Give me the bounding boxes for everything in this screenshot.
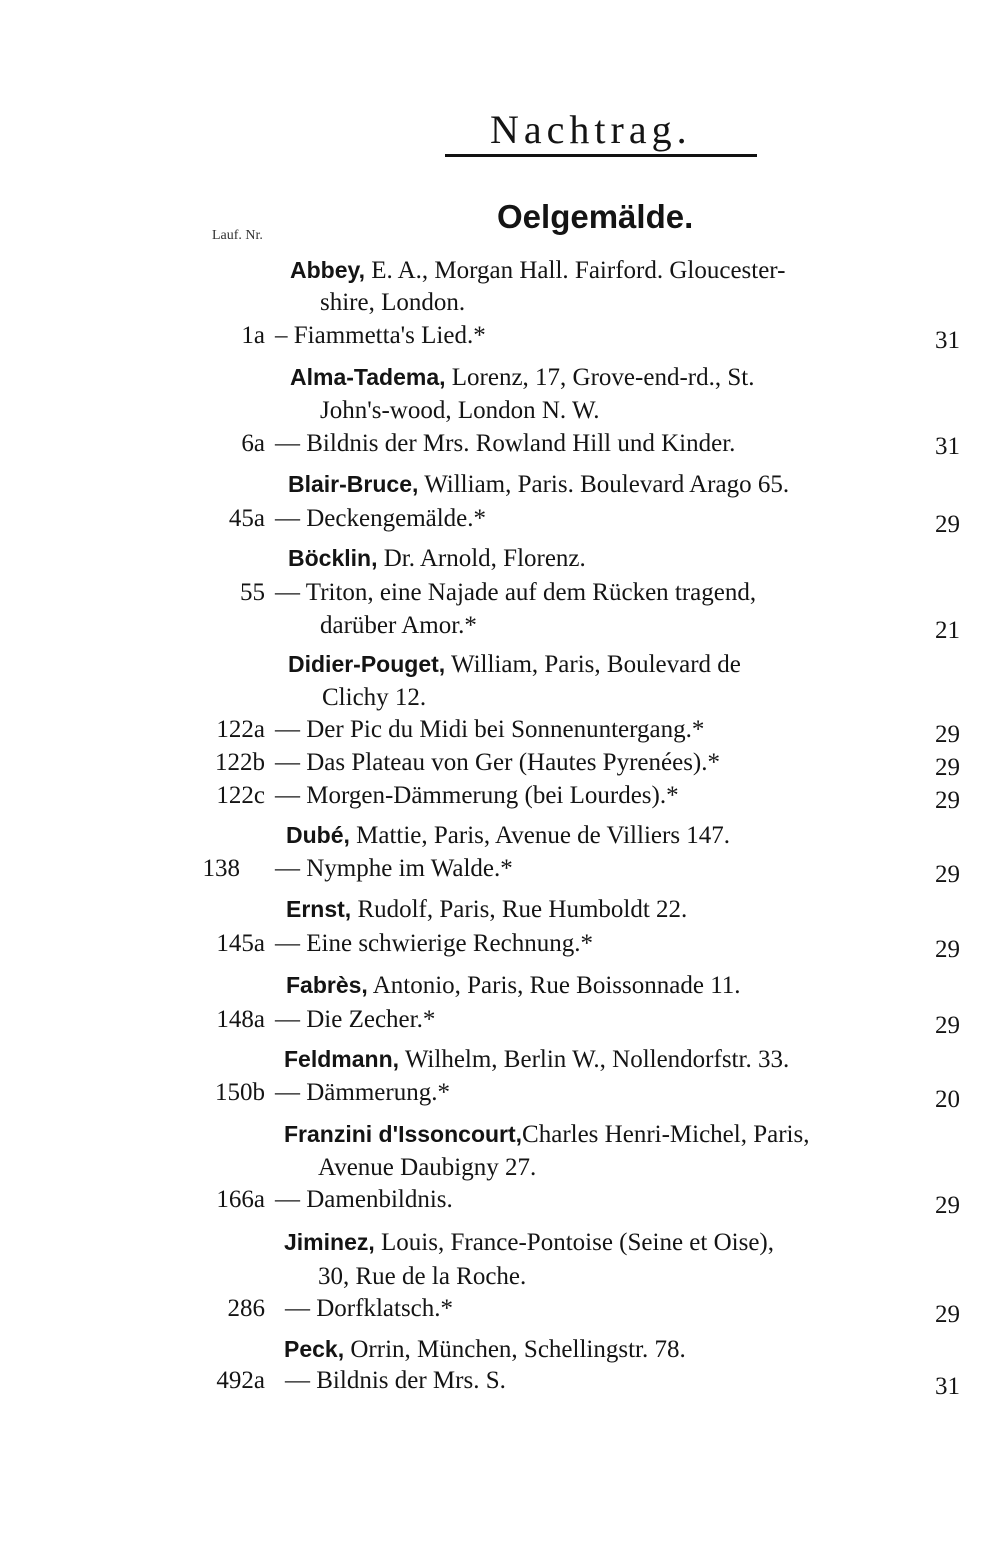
artist-line [290, 258, 785, 283]
artist-name: Feldmann, [284, 1046, 400, 1072]
work-title: — Bildnis der Mrs. S. [285, 1367, 506, 1394]
catalog-number: 122b [215, 749, 265, 776]
artist-name: Jiminez, [284, 1229, 375, 1255]
artist-line [284, 1122, 809, 1147]
artist-name: Franzini d'Issoncourt, [284, 1121, 523, 1147]
work-title: — Bildnis der Mrs. Rowland Hill und Kinder. [275, 430, 736, 457]
work-title: — Eine schwierige Rechnung.* [275, 930, 593, 957]
catalog-number: 492a [216, 1367, 265, 1394]
artist-address: Charles Henri-Michel, Paris, [522, 1121, 810, 1148]
artist-line [288, 546, 586, 571]
work-title: — Dorfklatsch.* [285, 1295, 454, 1322]
catalog-number: 122a [216, 716, 265, 743]
catalog-number: 45a [228, 505, 265, 532]
address-continuation: shire, London. [320, 289, 466, 316]
column-heading: Lauf. Nr. [212, 228, 263, 243]
artist-name: Alma-Tadema, [290, 364, 446, 390]
artist-name: Didier-Pouget, [288, 651, 446, 677]
room-number: 31 [935, 327, 960, 354]
artist-address: Dr. Arnold, Florenz. [383, 545, 586, 572]
artist-address: Orrin, München, Schellingstr. 78. [350, 1336, 686, 1363]
catalog-number: 145a [216, 930, 265, 957]
room-number: 20 [935, 1086, 960, 1113]
artist-line [286, 823, 730, 848]
room-number: 29 [935, 1192, 960, 1219]
page-title: Nachtrag. [490, 107, 692, 152]
artist-address: William, Paris, Boulevard de [450, 651, 741, 678]
room-number: 29 [935, 936, 960, 963]
room-number: 31 [935, 433, 960, 460]
address-continuation: Clichy 12. [322, 684, 427, 711]
work-title: — Der Pic du Midi bei Sonnenuntergang.* [275, 716, 705, 743]
artist-address: Louis, France-Pontoise (Seine et Oise), [381, 1229, 774, 1256]
artist-line [284, 1047, 789, 1072]
artist-name: Ernst, [286, 896, 352, 922]
artist-address: Lorenz, 17, Grove-end-rd., St. [451, 364, 755, 391]
catalog-number: 122c [216, 782, 265, 809]
artist-address: William, Paris. Boulevard Arago 65. [424, 471, 790, 498]
artist-name: Abbey, [290, 257, 365, 283]
artist-line [290, 365, 754, 390]
work-title: — Die Zecher.* [275, 1006, 436, 1033]
artist-line [288, 652, 741, 677]
artist-line [286, 897, 687, 922]
artist-address: E. A., Morgan Hall. Fairford. Gloucester- [371, 257, 786, 284]
artist-line [286, 973, 741, 998]
work-title: — Morgen-Dämmerung (bei Lourdes).* [275, 782, 679, 809]
work-title: — Nymphe im Walde.* [275, 855, 513, 882]
catalog-number: 148a [216, 1006, 265, 1033]
catalog-number: 1a [241, 322, 265, 349]
artist-address: Mattie, Paris, Avenue de Villiers 147. [356, 822, 731, 849]
artist-name: Dubé, [286, 822, 350, 848]
room-number: 29 [935, 861, 960, 888]
artist-name: Peck, [284, 1336, 345, 1362]
room-number: 29 [935, 1012, 960, 1039]
section-heading: Oelgemälde. [497, 198, 694, 235]
artist-address: Antonio, Paris, Rue Boissonnade 11. [372, 972, 741, 999]
catalog-number: 6a [241, 430, 265, 457]
address-continuation: Avenue Daubigny 27. [318, 1154, 537, 1181]
catalog-number: 166a [216, 1186, 265, 1213]
address-continuation: John's-wood, London N. W. [320, 397, 600, 424]
room-number: 29 [935, 721, 960, 748]
room-number: 29 [935, 1301, 960, 1328]
artist-line [284, 1337, 686, 1362]
artist-address: Wilhelm, Berlin W., Nollendorfstr. 33. [404, 1046, 790, 1073]
work-title: — Dämmerung.* [275, 1079, 450, 1106]
work-title: — Das Plateau von Ger (Hautes Pyrenées).* [275, 749, 721, 776]
catalog-number: 150b [215, 1079, 265, 1106]
work-title: — Deckengemälde.* [275, 505, 487, 532]
room-number: 29 [935, 754, 960, 781]
artist-line [288, 472, 789, 497]
catalog-number: 286 [227, 1295, 265, 1322]
catalog-number: 138 [202, 855, 240, 882]
room-number: 31 [935, 1373, 960, 1400]
work-title: — Damenbildnis. [275, 1186, 453, 1213]
artist-line [284, 1230, 774, 1255]
work-title: — Triton, eine Najade auf dem Rücken tragend, [275, 579, 757, 606]
title-continuation: darüber Amor.* [320, 612, 477, 639]
room-number: 29 [935, 511, 960, 538]
catalog-number: 55 [240, 579, 265, 606]
work-title: – Fiammetta's Lied.* [275, 322, 486, 349]
artist-name: Blair-Bruce, [288, 471, 419, 497]
room-number: 29 [935, 787, 960, 814]
artist-name: Böcklin, [288, 545, 378, 571]
address-continuation: 30, Rue de la Roche. [318, 1263, 527, 1290]
title-rule [445, 154, 757, 157]
room-number: 21 [935, 617, 960, 644]
artist-name: Fabrès, [286, 972, 368, 998]
artist-address: Rudolf, Paris, Rue Humboldt 22. [357, 896, 688, 923]
